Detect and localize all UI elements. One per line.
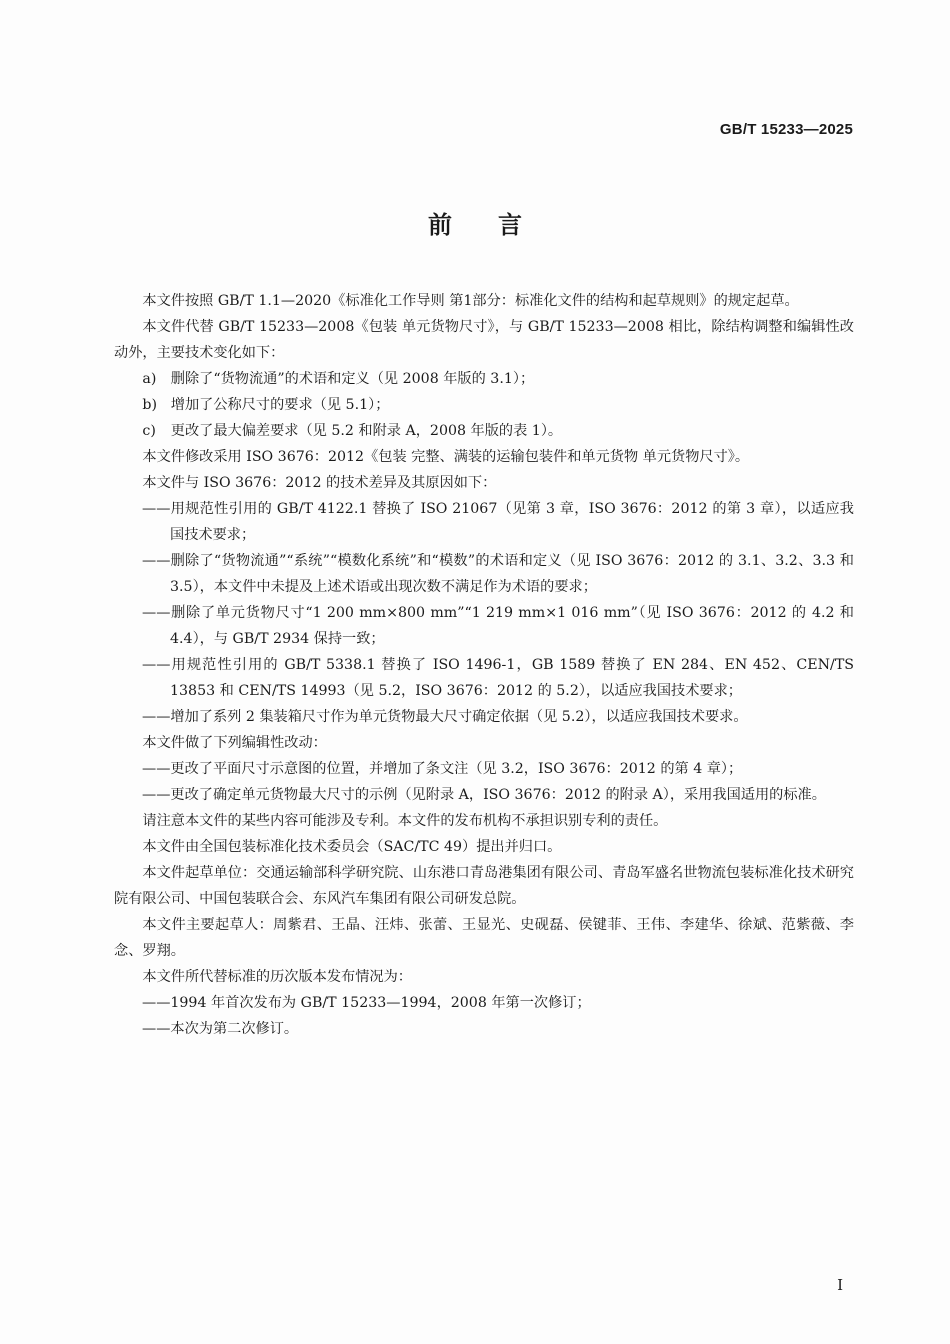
paragraph-history-intro: 本文件所代替标准的历次版本发布情况为：	[142, 969, 412, 985]
list-marker: a)	[142, 371, 157, 387]
paragraph-differences-intro: 本文件与 ISO 3676：2012 的技术差异及其原因如下：	[142, 475, 497, 491]
paragraph-patent-notice: 请注意本文件的某些内容可能涉及专利。本文件的发布机构不承担识别专利的责任。	[142, 813, 668, 829]
dash-item: ——本次为第二次修订。	[142, 1021, 299, 1037]
dash-item: ——删除了“货物流通”“系统”“模数化系统”和“模数”的术语和定义（见 ISO 3676：2012 的 3.1、3.2、3.3 和 3.5），本文件中未提及上述术语或出现次数不满足作为术语的要求；	[142, 553, 854, 595]
dash-item: ——删除了单元货物尺寸“1 200 mm×800 mm”“1 219 mm×1 016 mm”（见 ISO 3676：2012 的 4.2 和 4.4），与 GB/T 2934 保持一致；	[142, 605, 854, 647]
dash-item: ——用规范性引用的 GB/T 4122.1 替换了 ISO 21067（见第 3 章，ISO 3676：2012 的第 3 章），以适应我国技术要求；	[142, 501, 854, 543]
list-item	[114, 366, 854, 392]
dash-item: ——增加了系列 2 集装箱尺寸作为单元货物最大尺寸确定依据（见 5.2），以适应我国技术要求。	[142, 709, 748, 725]
page-title: 前言	[428, 211, 568, 239]
list-item-text: 删除了“货物流通”的术语和定义（见 2008 年版的 3.1）；	[170, 371, 535, 387]
page-number: I	[837, 1276, 843, 1294]
standard-number: GB/T 15233—2025	[719, 121, 853, 138]
list-item	[114, 418, 854, 444]
dash-item: ——更改了平面尺寸示意图的位置，并增加了条文注（见 3.2，ISO 3676：2012 的第 4 章）；	[142, 761, 743, 777]
list-marker: c)	[142, 423, 156, 439]
list-marker: b)	[142, 397, 158, 413]
list-item-text: 更改了最大偏差要求（见 5.2 和附录 A，2008 年版的表 1）。	[170, 423, 563, 439]
dash-item: ——更改了确定单元货物最大尺寸的示例（见附录 A，ISO 3676：2012 的附录 A），采用我国适用的标准。	[142, 787, 826, 803]
paragraph-editorial-intro: 本文件做了下列编辑性改动：	[142, 735, 327, 751]
paragraph-drafters: 本文件主要起草人：周紫君、王晶、汪炜、张蕾、王显光、史砚磊、侯键菲、王伟、李建华、徐斌、范紫薇、李念、罗翔。	[114, 917, 854, 959]
paragraph-drafting-units: 本文件起草单位：交通运输部科学研究院、山东港口青岛港集团有限公司、青岛军盛名世物流包装标准化技术研究院有限公司、中国包装联合会、东风汽车集团有限公司研发总院。	[114, 865, 854, 907]
foreword-body	[114, 288, 854, 1042]
dash-item: ——用规范性引用的 GB/T 5338.1 替换了 ISO 1496-1，GB 1589 替换了 EN 284、EN 452、CEN/TS 13853 和 CEN/TS 14993（见 5.2，ISO 3676：2012 的 5.2），以适应我国技术要求；	[142, 657, 854, 699]
paragraph-proposer: 本文件由全国包装标准化技术委员会（SAC/TC 49）提出并归口。	[142, 839, 562, 855]
paragraph-replacement: 本文件代替 GB/T 15233—2008《包装 单元货物尺寸》，与 GB/T 15233—2008 相比，除结构调整和编辑性改动外，主要技术变化如下：	[114, 319, 854, 361]
paragraph-drafting-rules: 本文件按照 GB/T 1.1—2020《标准化工作导则 第1部分：标准化文件的结构和起草规则》的规定起草。	[142, 293, 799, 309]
list-item-text: 增加了公称尺寸的要求（见 5.1）；	[170, 397, 390, 413]
dash-item: ——1994 年首次发布为 GB/T 15233—1994，2008 年第一次修订；	[142, 995, 591, 1011]
list-item	[114, 392, 854, 418]
paragraph-adoption: 本文件修改采用 ISO 3676：2012《包装 完整、满装的运输包装件和单元货物 单元货物尺寸》。	[142, 449, 750, 465]
